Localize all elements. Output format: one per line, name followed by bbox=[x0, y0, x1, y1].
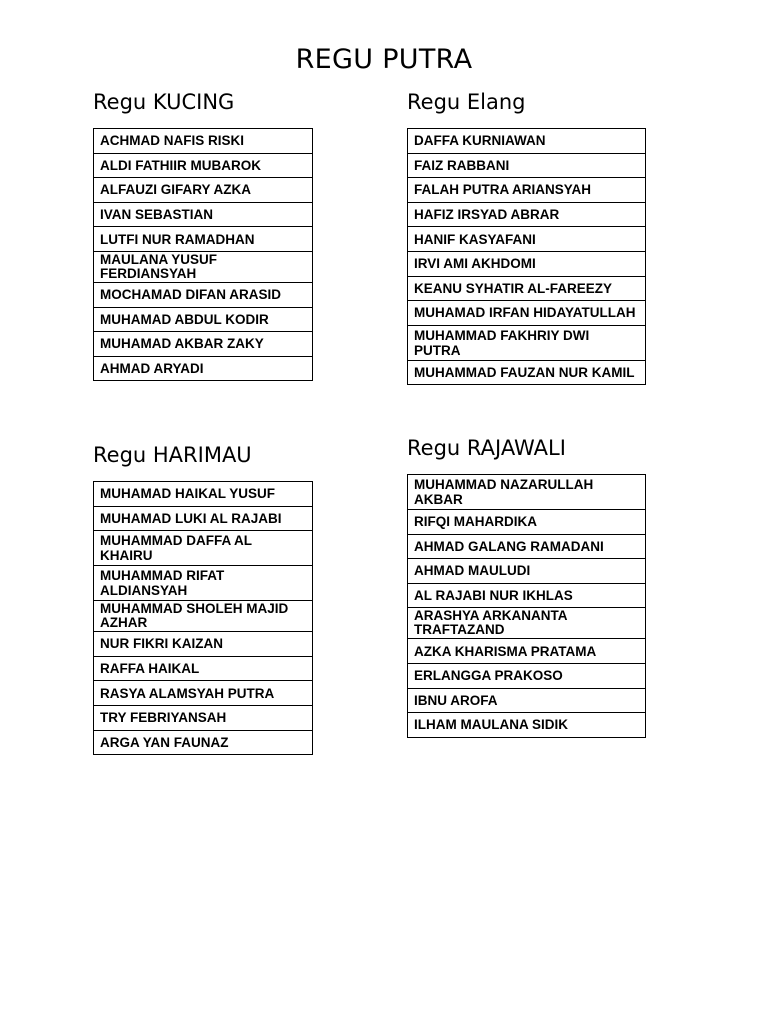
member-name: MUHAMMAD RIFAT ALDIANSYAH bbox=[94, 566, 313, 601]
group-title: Regu Elang bbox=[407, 90, 526, 114]
group-title: Regu RAJAWALI bbox=[407, 436, 566, 460]
member-name: AHMAD MAULUDI bbox=[408, 559, 646, 584]
table-row bbox=[94, 332, 313, 357]
group-title: Regu HARIMAU bbox=[93, 443, 252, 467]
member-name: IBNU AROFA bbox=[408, 688, 646, 713]
table-row bbox=[408, 153, 646, 178]
member-name: FALAH PUTRA ARIANSYAH bbox=[408, 178, 646, 203]
table-row bbox=[94, 506, 313, 531]
member-name: AHMAD GALANG RAMADANI bbox=[408, 534, 646, 559]
table-row bbox=[94, 601, 313, 632]
table-row bbox=[408, 276, 646, 301]
table-row bbox=[408, 129, 646, 154]
member-name: ARASHYA ARKANANTA TRAFTAZAND bbox=[408, 608, 646, 639]
member-name: AHMAD ARYADI bbox=[94, 356, 313, 381]
group-rajawali bbox=[407, 435, 646, 738]
member-name: LUTFI NUR RAMADHAN bbox=[94, 227, 313, 252]
member-name: ARGA YAN FAUNAZ bbox=[94, 730, 313, 755]
table-row bbox=[408, 360, 646, 385]
table-row bbox=[408, 227, 646, 252]
table-row bbox=[408, 510, 646, 535]
table-row bbox=[408, 559, 646, 584]
member-name: TRY FEBRIYANSAH bbox=[94, 705, 313, 730]
member-name: AL RAJABI NUR IKHLAS bbox=[408, 583, 646, 608]
group-elang bbox=[407, 89, 646, 385]
member-table bbox=[407, 128, 646, 385]
member-name: MUHAMAD ABDUL KODIR bbox=[94, 307, 313, 332]
table-row bbox=[408, 534, 646, 559]
table-row bbox=[408, 202, 646, 227]
table-row bbox=[408, 688, 646, 713]
member-name: DAFFA KURNIAWAN bbox=[408, 129, 646, 154]
member-name: IRVI AMI AKHDOMI bbox=[408, 251, 646, 276]
table-row bbox=[94, 307, 313, 332]
member-table bbox=[407, 474, 646, 738]
member-name: IVAN SEBASTIAN bbox=[94, 202, 313, 227]
table-row bbox=[94, 282, 313, 307]
table-row bbox=[408, 475, 646, 510]
member-name: MUHAMMAD FAUZAN NUR KAMIL bbox=[408, 360, 646, 385]
member-name: NUR FIKRI KAIZAN bbox=[94, 632, 313, 657]
table-row bbox=[408, 325, 646, 360]
table-row bbox=[94, 566, 313, 601]
member-name: MUHAMAD HAIKAL YUSUF bbox=[94, 482, 313, 507]
table-row bbox=[94, 251, 313, 282]
member-name: ALFAUZI GIFARY AZKA bbox=[94, 178, 313, 203]
member-name: RASYA ALAMSYAH PUTRA bbox=[94, 681, 313, 706]
member-name: RIFQI MAHARDIKA bbox=[408, 510, 646, 535]
table-row bbox=[94, 531, 313, 566]
member-name: MUHAMMAD NAZARULLAH AKBAR bbox=[408, 475, 646, 510]
table-row bbox=[94, 178, 313, 203]
table-row bbox=[408, 301, 646, 326]
member-name: MUHAMMAD DAFFA AL KHAIRU bbox=[94, 531, 313, 566]
table-row bbox=[94, 730, 313, 755]
member-name: AZKA KHARISMA PRATAMA bbox=[408, 639, 646, 664]
member-name: MUHAMMAD SHOLEH MAJID AZHAR bbox=[94, 601, 313, 632]
table-row bbox=[94, 632, 313, 657]
member-name: MAULANA YUSUF FERDIANSYAH bbox=[94, 251, 313, 282]
member-name: MUHAMAD LUKI AL RAJABI bbox=[94, 506, 313, 531]
member-name: MUHAMMAD FAKHRIY DWI PUTRA bbox=[408, 325, 646, 360]
group-title: Regu KUCING bbox=[93, 90, 235, 114]
table-row bbox=[94, 153, 313, 178]
table-row bbox=[408, 251, 646, 276]
member-name: ERLANGGA PRAKOSO bbox=[408, 663, 646, 688]
member-name: ACHMAD NAFIS RISKI bbox=[94, 129, 313, 154]
member-name: HANIF KASYAFANI bbox=[408, 227, 646, 252]
table-row bbox=[408, 639, 646, 664]
table-row bbox=[94, 356, 313, 381]
member-name: ALDI FATHIIR MUBAROK bbox=[94, 153, 313, 178]
member-name: MOCHAMAD DIFAN ARASID bbox=[94, 282, 313, 307]
member-name: MUHAMAD AKBAR ZAKY bbox=[94, 332, 313, 357]
table-row bbox=[94, 705, 313, 730]
table-row bbox=[408, 713, 646, 738]
table-row bbox=[408, 608, 646, 639]
page-title: REGU PUTRA bbox=[295, 44, 473, 75]
table-row bbox=[408, 663, 646, 688]
member-name: FAIZ RABBANI bbox=[408, 153, 646, 178]
table-row bbox=[94, 227, 313, 252]
table-row bbox=[408, 583, 646, 608]
member-name: KEANU SYHATIR AL-FAREEZY bbox=[408, 276, 646, 301]
member-name: ILHAM MAULANA SIDIK bbox=[408, 713, 646, 738]
member-name: HAFIZ IRSYAD ABRAR bbox=[408, 202, 646, 227]
table-row bbox=[94, 129, 313, 154]
group-harimau bbox=[93, 442, 313, 755]
table-row bbox=[94, 681, 313, 706]
member-table bbox=[93, 481, 313, 755]
table-row bbox=[408, 178, 646, 203]
table-row bbox=[94, 202, 313, 227]
table-row bbox=[94, 656, 313, 681]
group-kucing bbox=[93, 89, 313, 381]
table-row bbox=[94, 482, 313, 507]
member-name: MUHAMAD IRFAN HIDAYATULLAH bbox=[408, 301, 646, 326]
member-name: RAFFA HAIKAL bbox=[94, 656, 313, 681]
member-table bbox=[93, 128, 313, 381]
